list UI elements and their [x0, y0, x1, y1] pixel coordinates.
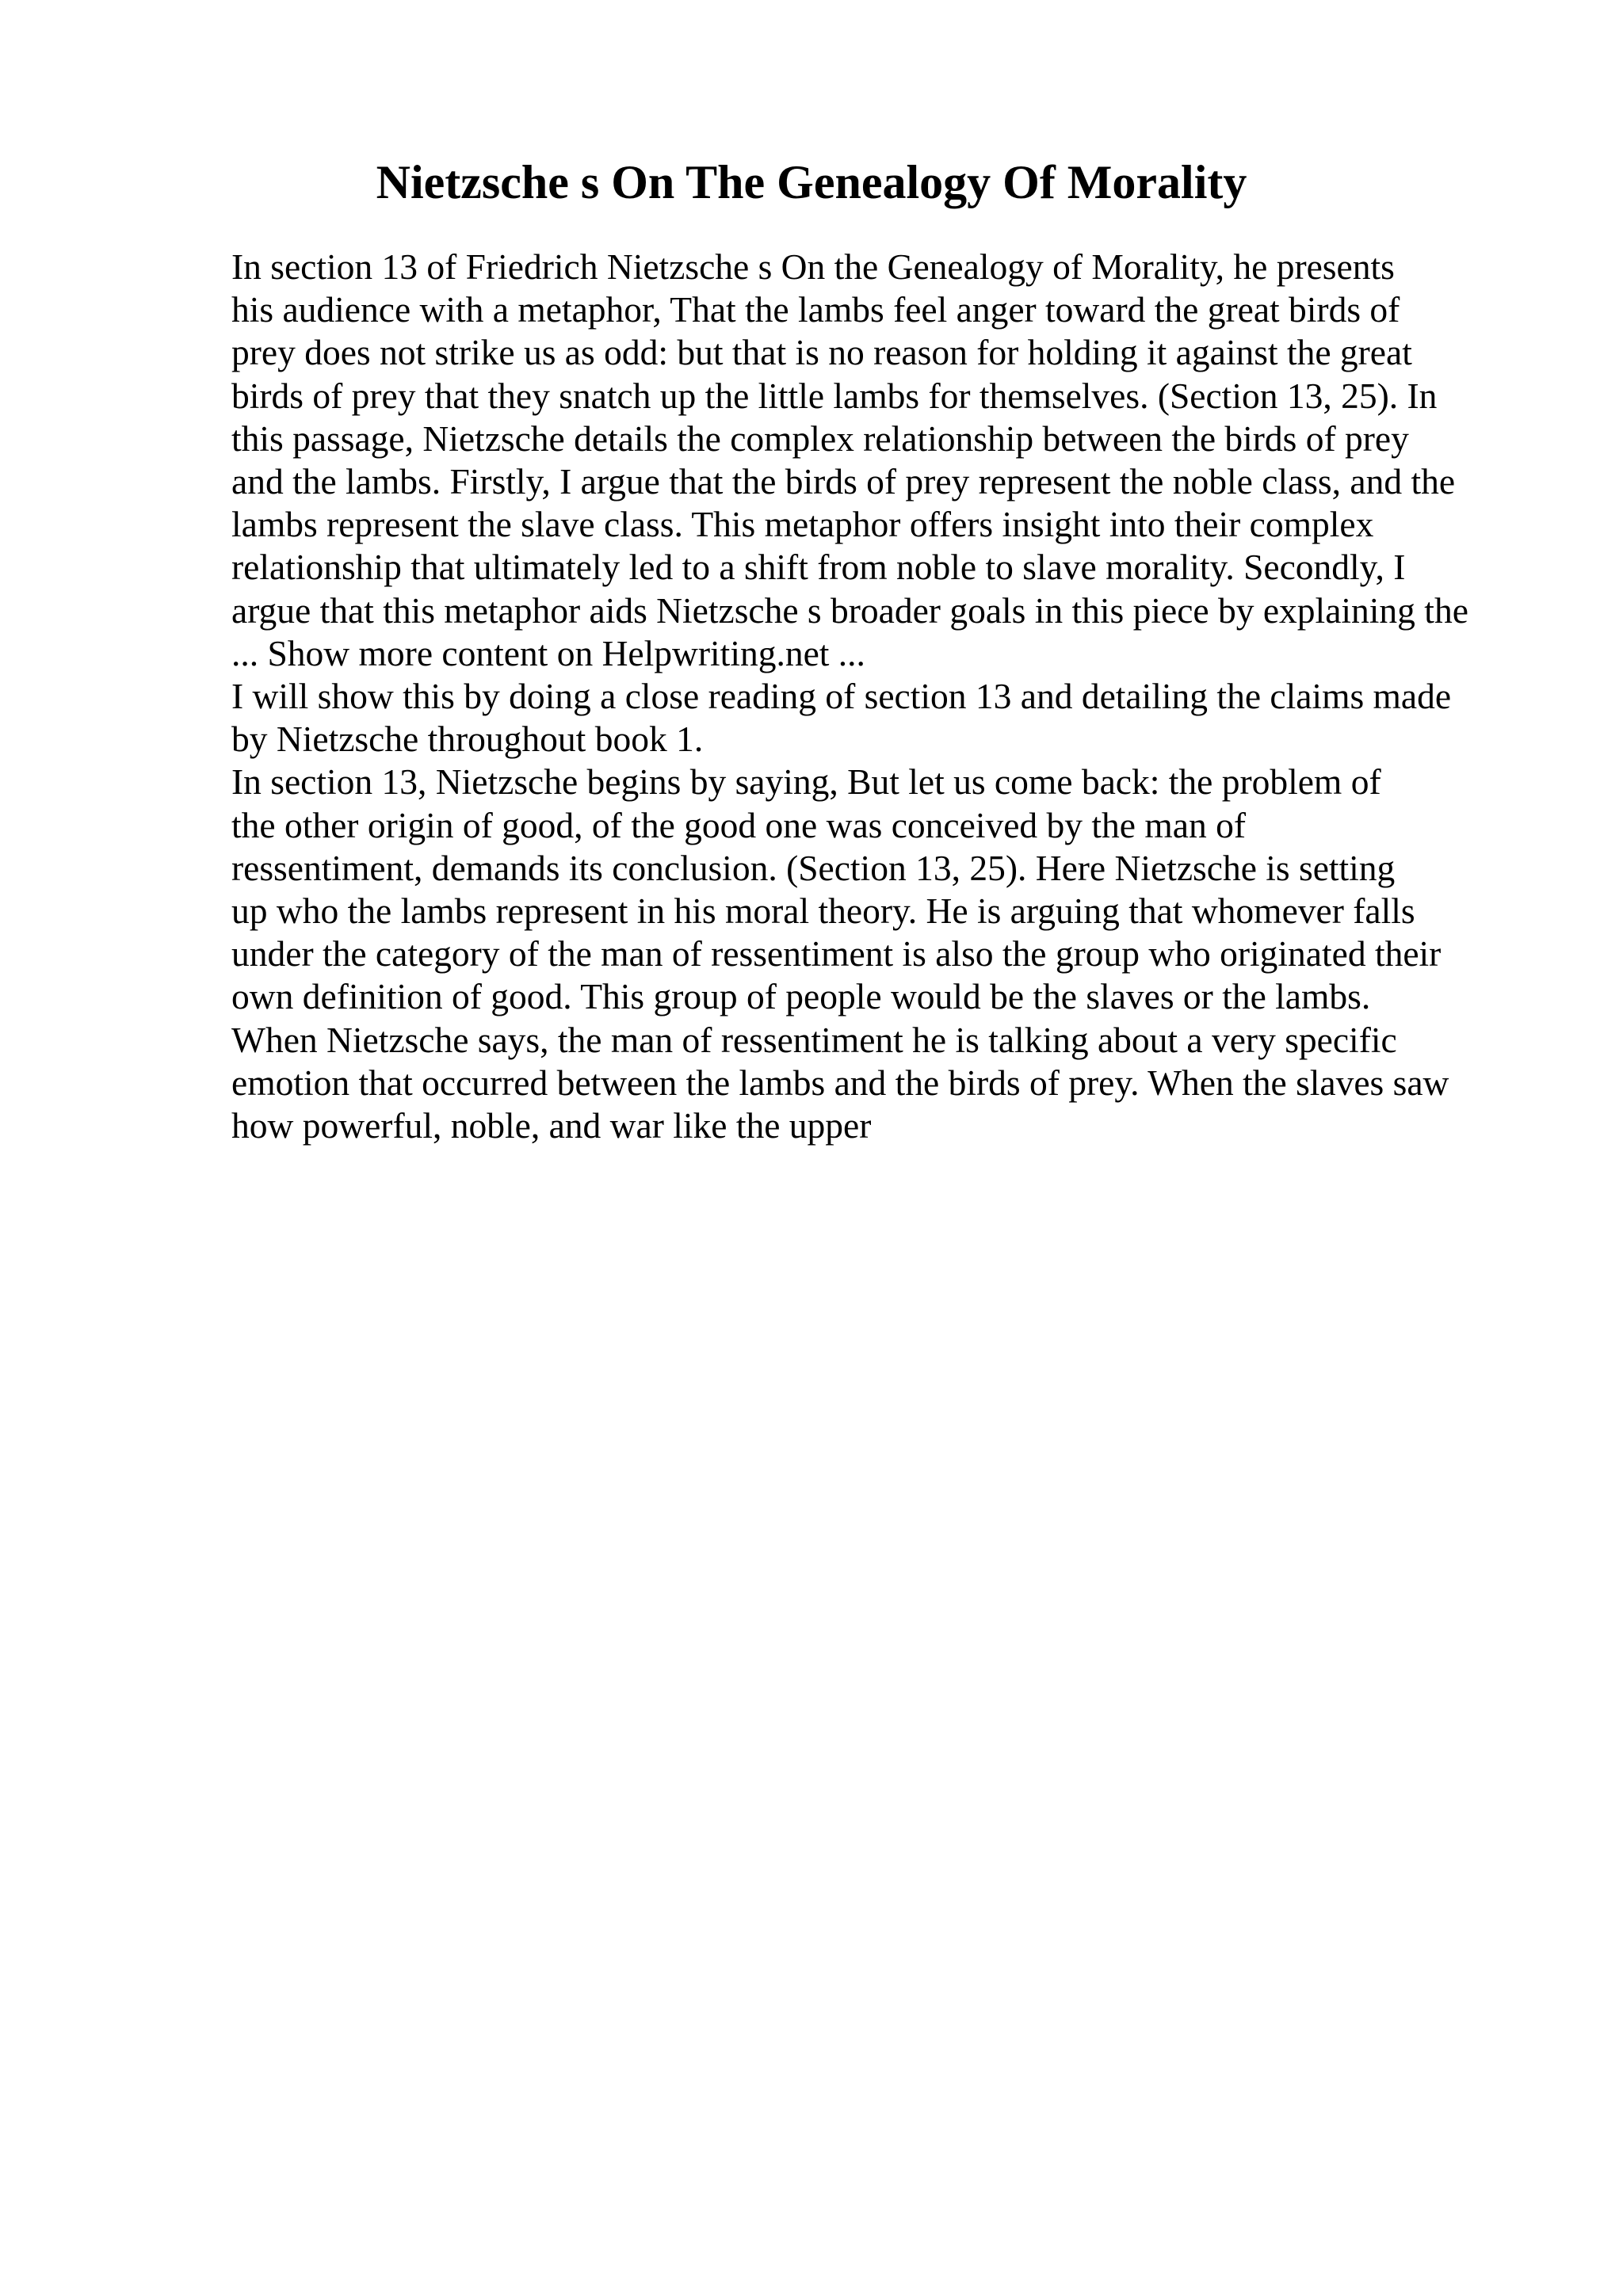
body-line: and the lambs. Firstly, I argue that the birds of prey represent the noble class, and the: [231, 461, 1456, 502]
body-line: how powerful, noble, and war like the upper: [231, 1105, 872, 1146]
show-more-link[interactable]: ... Show more content on Helpwriting.net ...: [231, 632, 865, 673]
body-line: his audience with a metaphor, That the lambs feel anger toward the great birds of: [231, 289, 1400, 330]
body-line: In section 13 of Friedrich Nietzsche s On the Genealogy of Morality, he presents: [231, 246, 1395, 287]
body-line: relationship that ultimately led to a shift from noble to slave morality. Secondly, I: [231, 547, 1406, 588]
body-line: I will show this by doing a close reading of section 13 and detailing the claims made: [231, 676, 1452, 717]
body-line: birds of prey that they snatch up the little lambs for themselves. (Section 13, 25). In: [231, 375, 1438, 416]
body-line: lambs represent the slave class. This metaphor offers insight into their complex: [231, 504, 1374, 545]
body-line: own definition of good. This group of people would be the slaves or the lambs.: [231, 976, 1371, 1017]
body-line: In section 13, Nietzsche begins by saying, But let us come back: the problem of: [231, 761, 1381, 803]
body-line: argue that this metaphor aids Nietzsche s broader goals in this piece by explaining the: [231, 589, 1468, 631]
body-line: this passage, Nietzsche details the complex relationship between the birds of prey: [231, 418, 1409, 459]
body-line: by Nietzsche throughout book 1.: [231, 719, 704, 760]
body-line: under the category of the man of ressentiment is also the group who originated their: [231, 933, 1442, 974]
body-line: When Nietzsche says, the man of ressentiment he is talking about a very specific: [231, 1019, 1397, 1060]
document-title: Nietzsche s On The Genealogy Of Morality: [376, 156, 1247, 208]
body-line: the other origin of good, of the good one was conceived by the man of: [231, 804, 1246, 845]
body-line: up who the lambs represent in his moral theory. He is arguing that whomever falls: [231, 891, 1415, 932]
body-line: ressentiment, demands its conclusion. (Section 13, 25). Here Nietzsche is setting: [231, 847, 1396, 888]
document-body: [231, 246, 1594, 1147]
body-line: prey does not strike us as odd: but that is no reason for holding it against the great: [231, 332, 1412, 373]
body-line: emotion that occurred between the lambs and the birds of prey. When the slaves saw: [231, 1062, 1449, 1103]
